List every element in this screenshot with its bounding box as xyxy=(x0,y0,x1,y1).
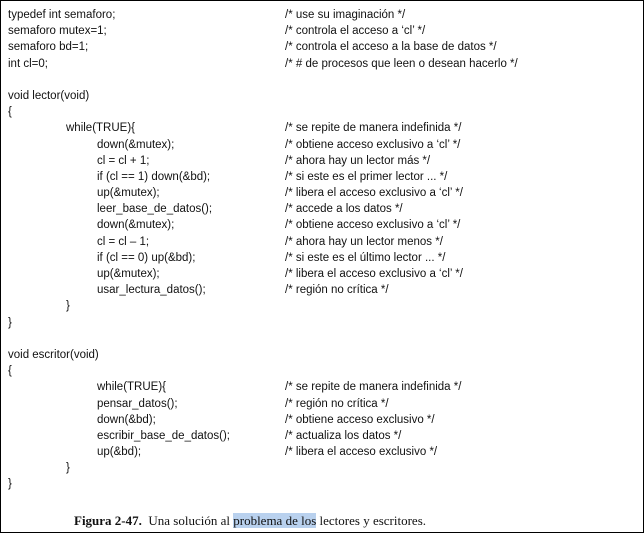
code-line xyxy=(8,169,448,185)
code-comment: /* ahora hay un lector más */ xyxy=(285,154,431,167)
code-line xyxy=(8,460,70,476)
code-statement: semaforo mutex=1; xyxy=(8,25,107,38)
code-line xyxy=(8,234,443,250)
code-line xyxy=(8,363,27,379)
figure-label: Figura 2-47. xyxy=(74,513,142,528)
code-line xyxy=(8,88,90,104)
code-comment: /* si este es el último lector ... */ xyxy=(285,251,446,264)
code-comment: /* si este es el primer lector ... */ xyxy=(285,170,448,183)
open-brace: { xyxy=(8,365,12,378)
code-statement: down(&mutex); xyxy=(97,138,175,151)
code-statement: escribir_base_de_datos(); xyxy=(97,429,230,442)
code-comment: /* obtiene acceso exclusivo a ‘cl’ */ xyxy=(285,219,461,232)
code-statement: leer_base_de_datos(); xyxy=(97,203,213,216)
code-line xyxy=(8,7,406,23)
open-brace: { xyxy=(8,106,12,119)
code-line xyxy=(8,120,462,136)
code-line xyxy=(8,476,27,492)
code-line xyxy=(8,104,27,120)
code-statement: int cl=0; xyxy=(8,57,48,70)
code-line xyxy=(8,315,27,331)
code-comment: /* obtiene acceso exclusivo */ xyxy=(285,413,435,426)
caption-highlighted-text[interactable]: problema de los xyxy=(233,513,317,528)
code-line xyxy=(8,201,403,217)
code-comment: /* controla el acceso a ‘cl’ */ xyxy=(285,25,426,38)
code-comment: /* región no crítica */ xyxy=(285,284,389,297)
code-comment: /* obtiene acceso exclusivo a ‘cl’ */ xyxy=(285,138,461,151)
close-brace: } xyxy=(8,478,12,491)
code-comment: /* se repite de manera indefinida */ xyxy=(285,381,462,394)
code-line xyxy=(8,379,462,395)
code-line xyxy=(8,347,99,363)
code-line xyxy=(8,39,497,55)
code-statement: down(&bd); xyxy=(97,413,156,426)
code-statement: cl = cl – 1; xyxy=(97,235,150,248)
code-line xyxy=(8,153,431,169)
code-comment: /* actualiza los datos */ xyxy=(285,429,402,442)
code-statement: while(TRUE){ xyxy=(97,381,167,394)
code-statement: usar_lectura_datos(); xyxy=(97,284,206,297)
caption-text: Una solución al xyxy=(141,513,234,528)
code-line xyxy=(8,137,461,153)
code-comment: /* se repite de manera indefinida */ xyxy=(285,122,462,135)
code-statement: typedef int semaforo; xyxy=(8,9,116,21)
code-statement: pensar_datos(); xyxy=(97,397,178,410)
code-statement: if (cl == 0) up(&bd); xyxy=(97,251,196,264)
code-line xyxy=(8,444,438,460)
code-statement: up(&bd); xyxy=(97,446,142,459)
code-statement: up(&mutex); xyxy=(97,187,160,200)
code-line xyxy=(8,217,461,233)
code-line xyxy=(8,250,446,266)
close-brace: } xyxy=(8,316,12,329)
figure-caption xyxy=(74,513,426,529)
code-statement: if (cl == 1) down(&bd); xyxy=(97,170,211,183)
function-signature-escritor: void escritor(void) xyxy=(8,348,99,361)
close-brace: } xyxy=(66,300,70,313)
code-comment: /* ahora hay un lector menos */ xyxy=(285,235,443,248)
code-line xyxy=(8,56,518,72)
code-line xyxy=(8,396,389,412)
code-line xyxy=(8,428,402,444)
code-comment: /* accede a los datos */ xyxy=(285,203,403,216)
code-statement: while(TRUE){ xyxy=(66,122,136,135)
code-comment: /* # de procesos que leen o desean hacerlo */ xyxy=(285,57,518,70)
code-statement: down(&mutex); xyxy=(97,219,175,232)
code-statement: up(&mutex); xyxy=(97,268,160,280)
code-comment: /* región no crítica */ xyxy=(285,397,389,410)
caption-text: lectores y escritores. xyxy=(316,513,427,528)
code-comment: /* use su imaginación */ xyxy=(285,9,406,21)
code-line xyxy=(8,23,426,39)
code-line xyxy=(8,412,435,428)
code-line xyxy=(8,185,463,201)
code-statement: cl = cl + 1; xyxy=(97,154,150,167)
code-line xyxy=(8,266,463,282)
function-signature-lector: void lector(void) xyxy=(8,89,90,102)
close-brace: } xyxy=(66,462,70,475)
code-comment: /* libera el acceso exclusivo */ xyxy=(285,446,438,459)
code-comment: /* libera el acceso exclusivo a ‘cl’ */ xyxy=(285,268,463,280)
code-statement: semaforo bd=1; xyxy=(8,41,89,54)
code-line xyxy=(8,282,389,298)
code-comment: /* libera el acceso exclusivo a ‘cl’ */ xyxy=(285,187,463,200)
code-listing xyxy=(8,7,518,493)
code-comment: /* controla el acceso a la base de datos */ xyxy=(285,41,497,54)
code-line xyxy=(8,298,70,314)
